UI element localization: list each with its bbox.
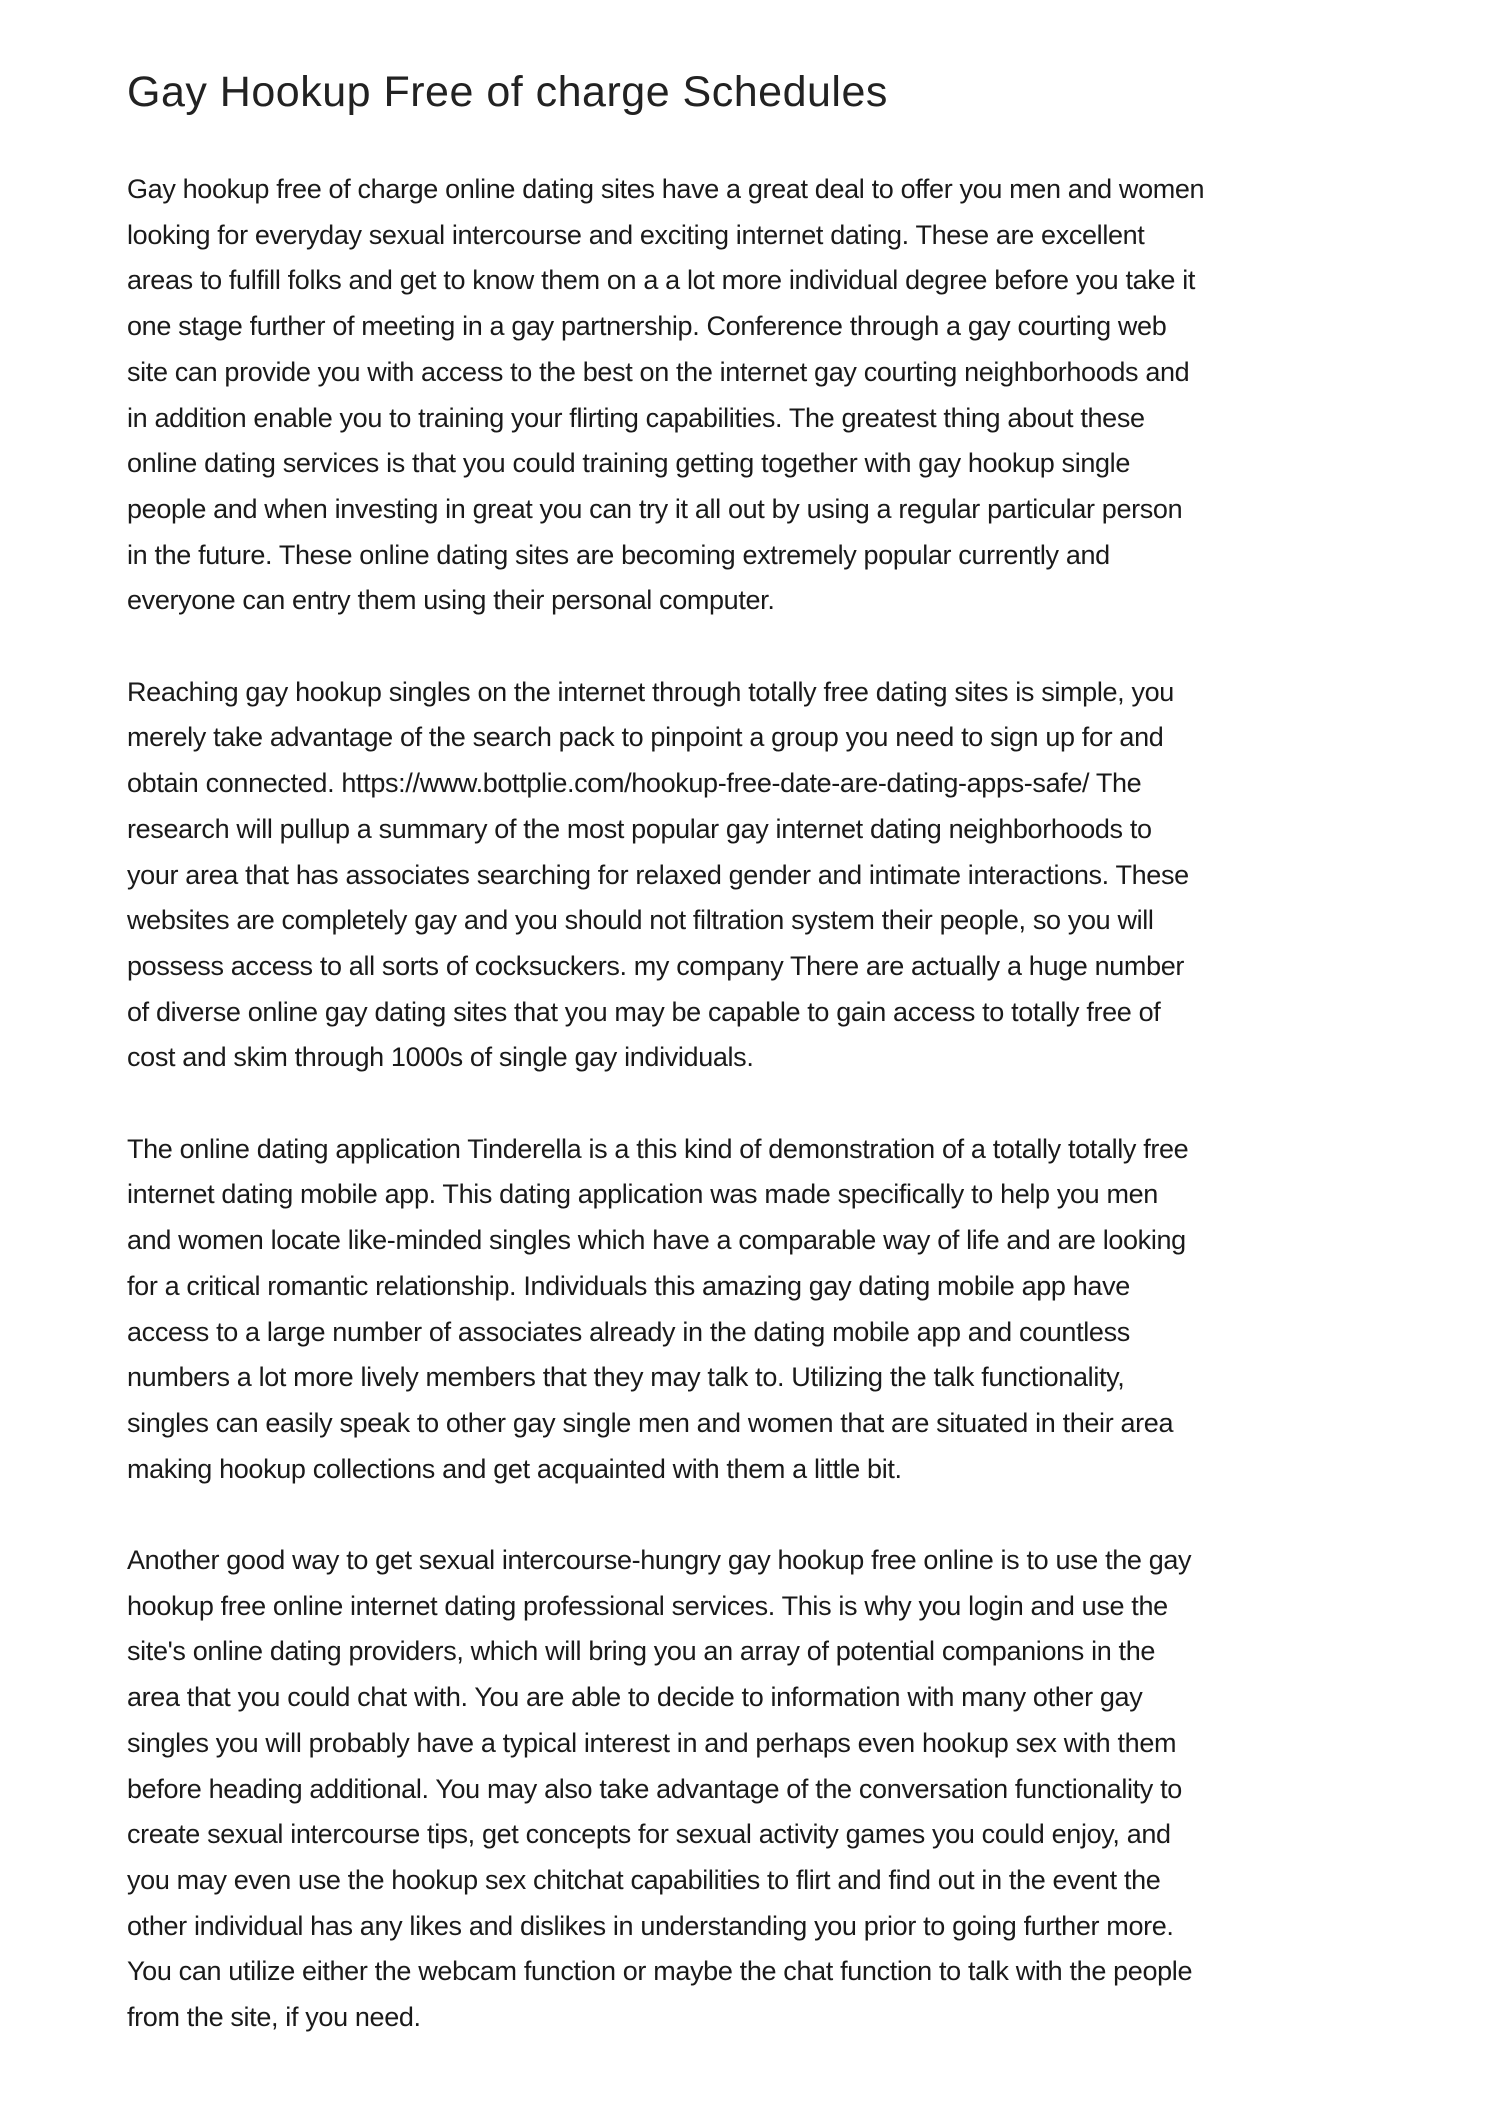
text-line: of diverse online gay dating sites that you may be capable to gain access to totally free of: [127, 996, 1161, 1027]
text-line: merely take advantage of the search pack to pinpoint a group you need to sign up for and: [127, 722, 1164, 753]
text-line: numbers a lot more lively members that they may talk to. Utilizing the talk functionality,: [127, 1362, 1125, 1393]
text-line: you may even use the hookup sex chitchat capabilities to flirt and find out in the event the: [127, 1864, 1161, 1895]
paragraph-3: [127, 1127, 1417, 1493]
text-line: websites are completely gay and you should not filtration system their people, so you will: [127, 905, 1154, 936]
text-line: everyone can entry them using their personal computer.: [127, 585, 775, 616]
text-line: cost and skim through 1000s of single gay individuals.: [127, 1042, 754, 1073]
text-line: singles can easily speak to other gay single men and women that are situated in their area: [127, 1407, 1174, 1438]
text-line: making hookup collections and get acquainted with them a little bit.: [127, 1453, 902, 1484]
text-line: possess access to all sorts of cocksuckers. my company There are actually a huge number: [127, 950, 1185, 981]
text-line: You can utilize either the webcam function or maybe the chat function to talk with the people: [127, 1956, 1193, 1987]
text-line: Reaching gay hookup singles on the internet through totally free dating sites is simple, you: [127, 676, 1174, 707]
text-line: access to a large number of associates already in the dating mobile app and countless: [127, 1316, 1130, 1347]
article-body: [127, 167, 1417, 2086]
text-line: looking for everyday sexual intercourse and exciting internet dating. These are excellent: [127, 219, 1145, 250]
text-line: site's online dating providers, which will bring you an array of potential companions in the: [127, 1636, 1156, 1667]
text-line: hookup free online internet dating professional services. This is why you login and use the: [127, 1590, 1168, 1621]
text-line: site can provide you with access to the best on the internet gay courting neighborhoods and: [127, 356, 1190, 387]
text-line: Gay hookup free of charge online dating sites have a great deal to offer you men and women: [127, 174, 1205, 204]
paragraph-2: [127, 670, 1417, 1081]
page-title: Gay Hookup Free of charge Schedules: [127, 68, 888, 116]
text-line: singles you will probably have a typical interest in and perhaps even hookup sex with them: [127, 1727, 1177, 1758]
text-line: area that you could chat with. You are able to decide to information with many other gay: [127, 1682, 1143, 1713]
text-line: internet dating mobile app. This dating application was made specifically to help you men: [127, 1179, 1158, 1210]
text-line: create sexual intercourse tips, get concepts for sexual activity games you could enjoy, and: [127, 1819, 1171, 1850]
text-line: for a critical romantic relationship. Individuals this amazing gay dating mobile app have: [127, 1270, 1130, 1301]
text-line: Another good way to get sexual intercourse-hungry gay hookup free online is to use the gay: [127, 1545, 1192, 1576]
text-line: in addition enable you to training your flirting capabilities. The greatest thing about these: [127, 402, 1145, 433]
text-line: your area that has associates searching for relaxed gender and intimate interactions. These: [127, 859, 1189, 890]
text-line: from the site, if you need.: [127, 2002, 421, 2033]
text-line: The online dating application Tinderella is a this kind of demonstration of a totally totally free: [127, 1133, 1189, 1164]
text-line: and women locate like-minded singles which have a comparable way of life and are looking: [127, 1225, 1186, 1256]
text-line: other individual has any likes and dislikes in understanding you prior to going further more.: [127, 1910, 1174, 1941]
text-line: one stage further of meeting in a gay partnership. Conference through a gay courting web: [127, 311, 1167, 342]
text-line: people and when investing in great you can try it all out by using a regular particular person: [127, 493, 1183, 524]
text-line: online dating services is that you could training getting together with gay hookup single: [127, 448, 1130, 479]
text-line: areas to fulfill folks and get to know them on a a lot more individual degree before you take it: [127, 265, 1196, 296]
text-line: obtain connected. https://www.bottplie.com/hookup-free-date-are-dating-apps-safe/ The: [127, 768, 1142, 799]
text-line: in the future. These online dating sites are becoming extremely popular currently and: [127, 539, 1110, 570]
text-line: before heading additional. You may also take advantage of the conversation functionality to: [127, 1773, 1182, 1804]
paragraph-4: [127, 1538, 1417, 2041]
text-line: research will pullup a summary of the most popular gay internet dating neighborhoods to: [127, 813, 1152, 844]
paragraph-1: [127, 167, 1417, 624]
